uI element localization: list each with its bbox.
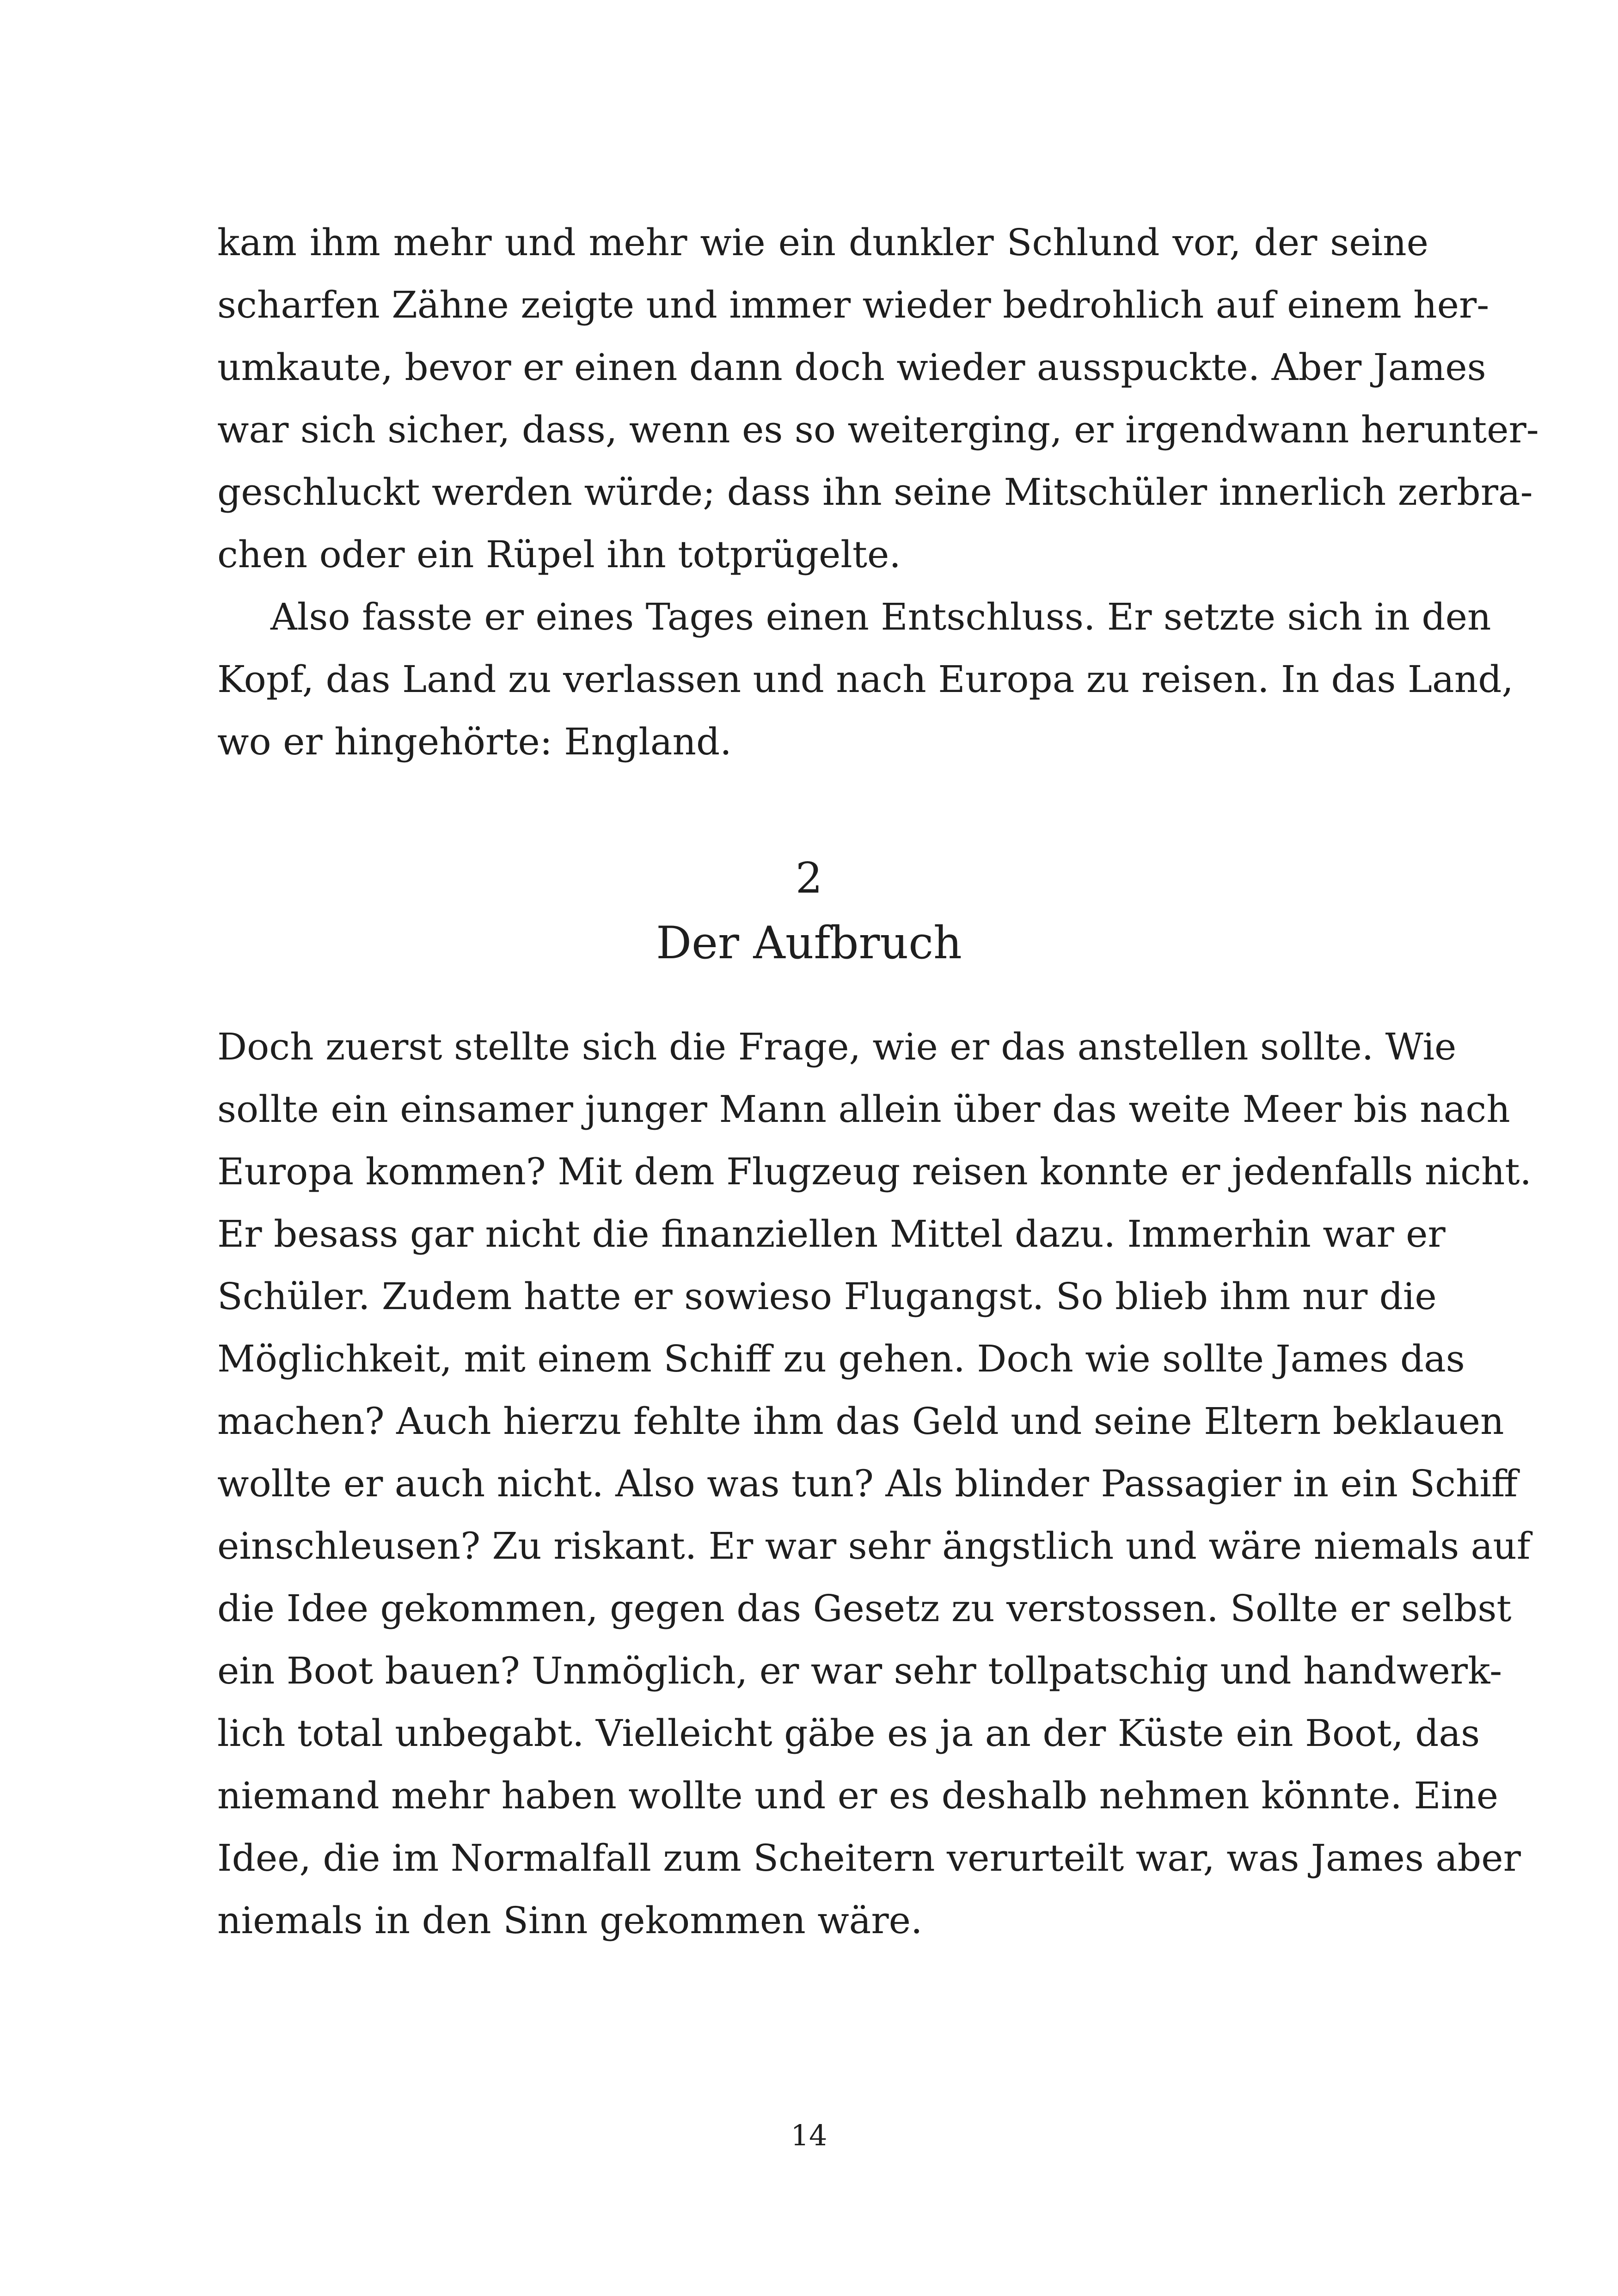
text-line: einschleusen? Zu riskant. Er war sehr ängstlich und wäre niemals auf (217, 1525, 1531, 1567)
text-line: niemand mehr haben wollte und er es deshalb nehmen könnte. Eine (217, 1774, 1499, 1817)
text-line: lich total unbegabt. Vielleicht gäbe es ja an der Küste ein Boot, das (217, 1712, 1480, 1755)
text-line: Kopf, das Land zu verlassen und nach Europa zu reisen. In das Land, (217, 658, 1514, 701)
text-line: ein Boot bauen? Unmöglich, er war sehr tollpatschig und handwerk- (217, 1649, 1502, 1692)
text-line: niemals in den Sinn gekommen wäre. (217, 1899, 923, 1942)
text-line: geschluckt werden würde; dass ihn seine Mitschüler innerlich zerbra- (217, 471, 1533, 514)
text-line: wo er hingehörte: England. (217, 720, 732, 763)
text-line: scharfen Zähne zeigte und immer wieder bedrohlich auf einem her- (217, 283, 1489, 326)
text-line: die Idee gekommen, gegen das Gesetz zu verstossen. Sollte er selbst (217, 1587, 1512, 1630)
text-line: sollte ein einsamer junger Mann allein über das weite Meer bis nach (217, 1088, 1510, 1131)
text-line: Europa kommen? Mit dem Flugzeug reisen konnte er jedenfalls nicht. (217, 1150, 1532, 1193)
chapter-title: Der Aufbruch (656, 917, 962, 969)
text-line: war sich sicher, dass, wenn es so weiterging, er irgendwann herunter- (217, 408, 1539, 451)
text-line: kam ihm mehr und mehr wie ein dunkler Schlund vor, der seine (217, 221, 1428, 264)
chapter-number: 2 (795, 853, 823, 903)
text-line: Also fasste er eines Tages einen Entschluss. Er setzte sich in den (270, 595, 1491, 638)
text-line: machen? Auch hierzu fehlte ihm das Geld und seine Eltern beklauen (217, 1400, 1504, 1443)
text-line: umkaute, bevor er einen dann doch wieder ausspuckte. Aber James (217, 346, 1486, 389)
text-line: Schüler. Zudem hatte er sowieso Flugangst. So blieb ihm nur die (217, 1275, 1437, 1318)
text-line: Möglichkeit, mit einem Schiff zu gehen. Doch wie sollte James das (217, 1337, 1465, 1380)
page-number: 14 (791, 2118, 827, 2152)
text-line: chen oder ein Rüpel ihn totprügelte. (217, 533, 901, 576)
text-line: Er besass gar nicht die finanziellen Mittel dazu. Immerhin war er (217, 1212, 1446, 1255)
text-line: Doch zuerst stellte sich die Frage, wie er das anstellen sollte. Wie (217, 1025, 1457, 1068)
text-line: wollte er auch nicht. Also was tun? Als blinder Passagier in ein Schiff (217, 1462, 1518, 1505)
text-line: Idee, die im Normalfall zum Scheitern verurteilt war, was James aber (217, 1837, 1521, 1880)
